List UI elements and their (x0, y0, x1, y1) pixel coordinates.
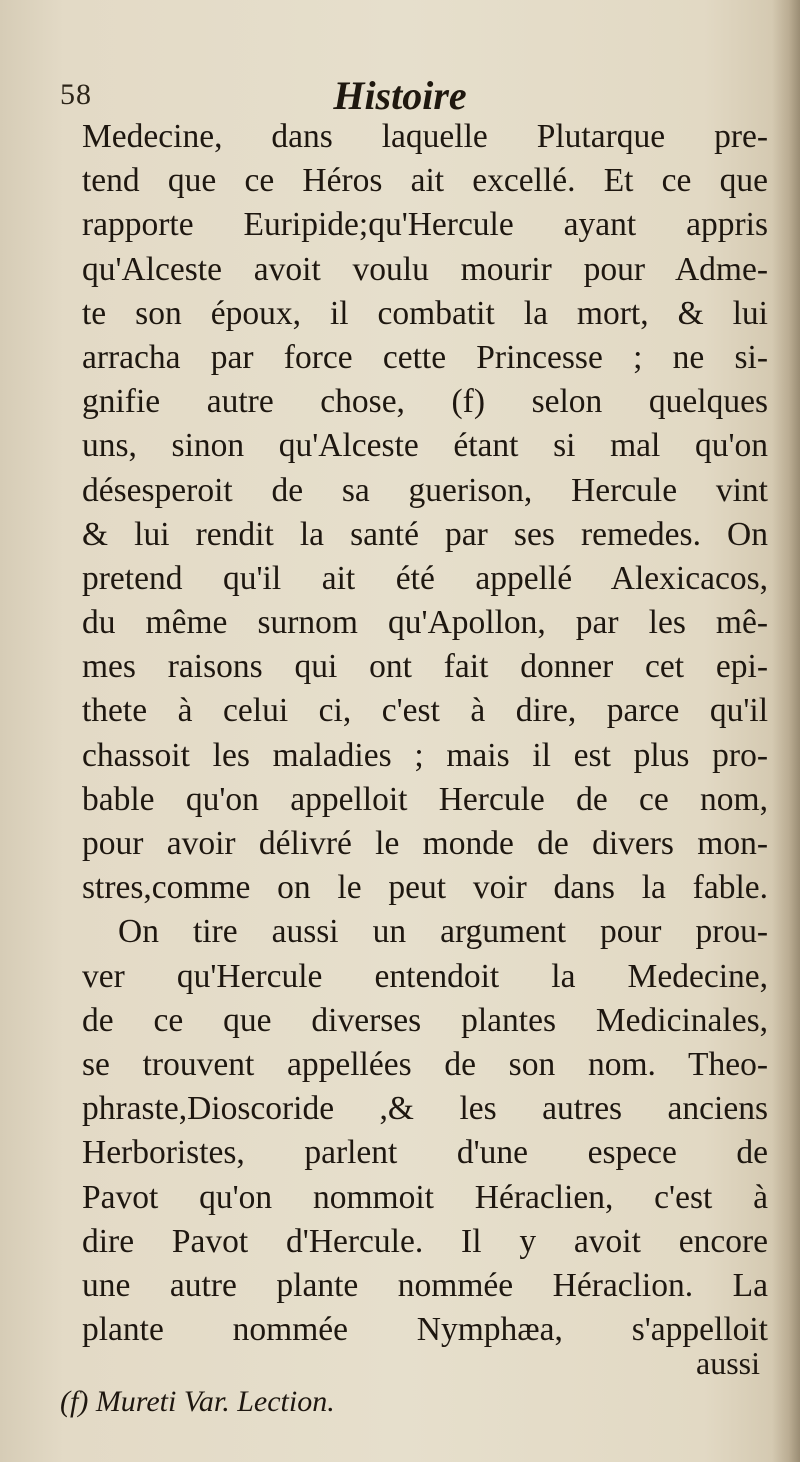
text-line: mes raisons qui ont fait donner cet epi- (82, 648, 768, 686)
text-line: Medecine, dans laquelle Plutarque pre- (82, 118, 768, 155)
text-line: dire Pavot d'Hercule. Il y avoit encore (82, 1222, 768, 1260)
text-line: bable qu'on appelloit Hercule de ce nom, (82, 780, 768, 818)
text-line: stres,comme on le peut voir dans la fable. (82, 869, 768, 907)
text-line: se trouvent appellées de son nom. Theo- (82, 1045, 768, 1083)
text-line: phraste,Dioscoride ,& les autres anciens (82, 1090, 768, 1128)
text-line: thete à celui ci, c'est à dire, parce qu'il (82, 692, 768, 730)
text-line: On tire aussi un argument pour prou- (118, 913, 768, 951)
text-line: qu'Alceste avoit voulu mourir pour Adme- (82, 250, 768, 288)
text-line: du même surnom qu'Apollon, par les mê- (82, 604, 768, 642)
text-line: pour avoir délivré le monde de divers mon- (82, 825, 768, 862)
page-footer (60, 1345, 760, 1418)
footnote: (f) Mureti Var. Lection. (60, 1385, 335, 1418)
catchword: aussi (696, 1345, 760, 1381)
running-title: Histoire (333, 73, 467, 118)
page-number: 58 (60, 78, 92, 111)
text-line: plante nommée Nymphæa, s'appelloit (82, 1311, 768, 1349)
body-text (82, 115, 768, 1352)
text-line: une autre plante nommée Héraclion. La (82, 1266, 768, 1304)
text-line: tend que ce Héros ait excellé. Et ce que (82, 162, 768, 200)
page-edge-shadow (772, 0, 800, 1462)
text-line: de ce que diverses plantes Medicinales, (82, 1001, 768, 1039)
text-line: uns, sinon qu'Alceste étant si mal qu'on (82, 427, 768, 465)
text-line: chassoit les maladies ; mais il est plus pro- (82, 736, 768, 774)
text-line: Herboristes, parlent d'une espece de (82, 1134, 768, 1172)
text-line: pretend qu'il ait été appellé Alexicacos, (82, 559, 768, 597)
text-line: désesperoit de sa guerison, Hercule vint (82, 471, 768, 509)
text-line: arracha par force cette Princesse ; ne si- (82, 338, 768, 376)
text-line: rapporte Euripide;qu'Hercule ayant appris (82, 206, 768, 244)
text-line: gnifie autre chose, (f) selon quelques (82, 383, 768, 421)
text-line: & lui rendit la santé par ses remedes. On (82, 515, 768, 553)
text-line: Pavot qu'on nommoit Héraclien, c'est à (82, 1178, 768, 1216)
text-line: ver qu'Hercule entendoit la Medecine, (82, 957, 768, 995)
text-line: te son époux, il combatit la mort, & lui (82, 294, 768, 332)
